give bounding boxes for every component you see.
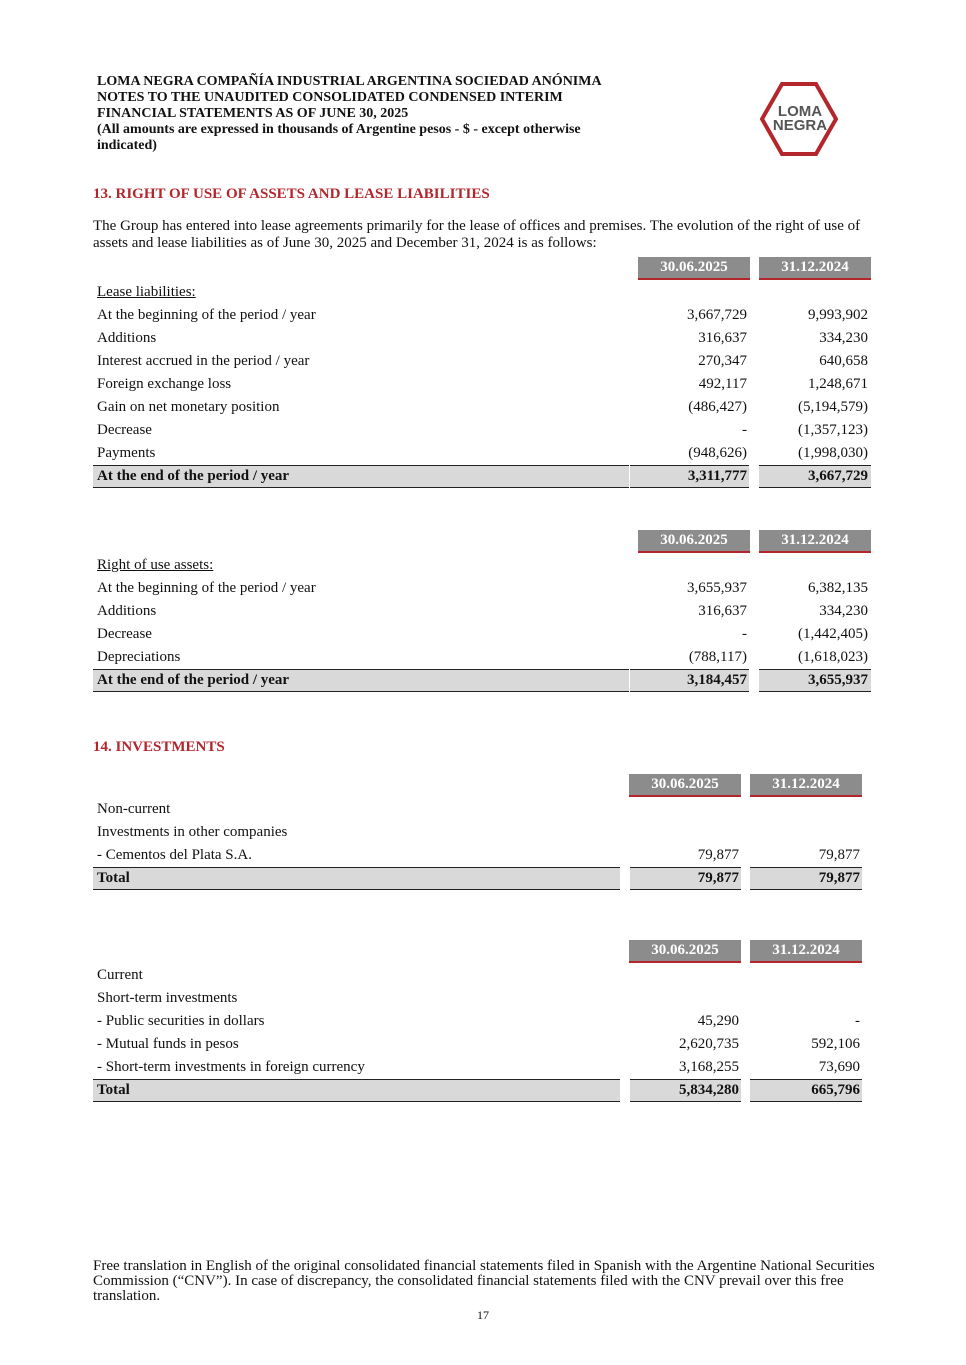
value-2024: 1,248,671 bbox=[808, 376, 868, 392]
value-2024: 592,106 bbox=[811, 1036, 860, 1052]
value-2025: 3,667,729 bbox=[687, 307, 747, 323]
row-label: Depreciations bbox=[97, 649, 181, 665]
value-2025: 45,290 bbox=[697, 1013, 739, 1029]
row-label: - Mutual funds in pesos bbox=[97, 1036, 239, 1052]
table-row bbox=[93, 600, 873, 623]
column-header: 30.06.2025 bbox=[629, 940, 741, 963]
row-label: Decrease bbox=[97, 422, 152, 438]
row-label: Short-term investments bbox=[97, 990, 238, 1006]
value-2024: (1,618,023) bbox=[798, 649, 868, 665]
table-heading: Right of use assets: bbox=[97, 557, 214, 573]
total-label: Total bbox=[97, 870, 130, 886]
section-13-title: 13. RIGHT OF USE OF ASSETS AND LEASE LIABILITIES bbox=[93, 186, 490, 202]
value-2024: 73,690 bbox=[818, 1059, 860, 1075]
value-2025: (486,427) bbox=[688, 399, 747, 415]
loma-negra-logo bbox=[760, 82, 838, 156]
row-label: - Public securities in dollars bbox=[97, 1013, 265, 1029]
table-row bbox=[93, 987, 865, 1010]
value-2025: (788,117) bbox=[688, 649, 747, 665]
row-label: Decrease bbox=[97, 626, 152, 642]
total-row bbox=[93, 465, 873, 488]
current-rows bbox=[93, 964, 865, 1079]
column-header: 30.06.2025 bbox=[629, 774, 741, 797]
table-row bbox=[93, 1056, 865, 1079]
logo-text-1: LOMA bbox=[777, 103, 823, 120]
row-label: Investments in other companies bbox=[97, 824, 288, 840]
value-2024: 640,658 bbox=[819, 353, 868, 369]
row-label: Current bbox=[97, 967, 143, 983]
column-header: 30.06.2025 bbox=[638, 257, 750, 280]
column-header: 31.12.2024 bbox=[750, 940, 862, 963]
lease-liabilities-table bbox=[93, 257, 873, 488]
row-label: Non-current bbox=[97, 801, 171, 817]
value-2024: (1,998,030) bbox=[798, 445, 868, 461]
row-label: Additions bbox=[97, 330, 157, 346]
total-value-2025: 3,184,457 bbox=[687, 672, 747, 688]
value-2024: (1,357,123) bbox=[798, 422, 868, 438]
value-2025: 492,117 bbox=[698, 376, 747, 392]
right-of-use-assets-table bbox=[93, 530, 873, 692]
value-2025: 3,168,255 bbox=[679, 1059, 739, 1075]
row-label: Additions bbox=[97, 603, 157, 619]
value-2025: 79,877 bbox=[697, 847, 739, 863]
value-2024: 6,382,135 bbox=[808, 580, 868, 596]
document-header bbox=[97, 74, 717, 154]
column-header: 31.12.2024 bbox=[759, 530, 871, 553]
value-2025: 270,347 bbox=[698, 353, 747, 369]
lease-rows bbox=[93, 304, 873, 465]
value-2025: 3,655,937 bbox=[687, 580, 747, 596]
table-row bbox=[93, 623, 873, 646]
value-2024: 334,230 bbox=[819, 330, 868, 346]
page-number: 17 bbox=[477, 1308, 489, 1322]
value-2025: - bbox=[742, 422, 747, 438]
column-header: 31.12.2024 bbox=[759, 257, 871, 280]
header-line-4: (All amounts are expressed in thousands of Argentine pesos - $ - except otherwise bbox=[97, 122, 581, 137]
table-row bbox=[93, 844, 865, 867]
non-current-investments-table bbox=[93, 774, 865, 890]
header-line-2: NOTES TO THE UNAUDITED CONSOLIDATED CONDENSED INTERIM bbox=[97, 90, 563, 105]
row-label: Interest accrued in the period / year bbox=[97, 353, 310, 369]
total-row bbox=[93, 669, 873, 692]
row-label: Gain on net monetary position bbox=[97, 399, 280, 415]
total-label: At the end of the period / year bbox=[97, 468, 290, 484]
row-label: Foreign exchange loss bbox=[97, 376, 232, 392]
table-row bbox=[93, 350, 873, 373]
current-investments-table bbox=[93, 940, 865, 1102]
total-row bbox=[93, 1079, 865, 1102]
table-heading-row bbox=[93, 281, 873, 304]
row-label: Payments bbox=[97, 445, 156, 461]
table-row bbox=[93, 442, 873, 465]
company-name: LOMA NEGRA COMPAÑÍA INDUSTRIAL ARGENTINA SOCIEDAD ANÓNIMA bbox=[97, 74, 602, 89]
non-current-rows bbox=[93, 798, 865, 867]
total-row bbox=[93, 867, 865, 890]
table-row bbox=[93, 1010, 865, 1033]
value-2025: (948,626) bbox=[688, 445, 747, 461]
value-2025: - bbox=[742, 626, 747, 642]
table-row bbox=[93, 327, 873, 350]
total-value-2024: 79,877 bbox=[818, 870, 860, 886]
table-row bbox=[93, 577, 873, 600]
total-value-2025: 5,834,280 bbox=[679, 1082, 739, 1098]
value-2025: 2,620,735 bbox=[679, 1036, 739, 1052]
value-2025: 316,637 bbox=[698, 330, 747, 346]
value-2024: 9,993,902 bbox=[808, 307, 868, 323]
section-13-intro: The Group has entered into lease agreements primarily for the lease of offices and premises. The evolution of the right of use of assets and lease liabilities as of June 30, 2025 and December 31, 2024 is as follows: bbox=[93, 218, 861, 251]
table-heading-row bbox=[93, 554, 873, 577]
total-label: At the end of the period / year bbox=[97, 672, 290, 688]
table-row bbox=[93, 373, 873, 396]
table-row bbox=[93, 964, 865, 987]
table-row bbox=[93, 304, 873, 327]
table-row bbox=[93, 1033, 865, 1056]
section-14-title: 14. INVESTMENTS bbox=[93, 739, 225, 755]
table-row bbox=[93, 419, 873, 442]
total-label: Total bbox=[97, 1082, 130, 1098]
row-label: At the beginning of the period / year bbox=[97, 580, 316, 596]
table-row bbox=[93, 798, 865, 821]
value-2024: 79,877 bbox=[818, 847, 860, 863]
total-value-2025: 79,877 bbox=[697, 870, 739, 886]
header-line-5: indicated) bbox=[97, 138, 157, 153]
column-header: 31.12.2024 bbox=[750, 774, 862, 797]
row-label: - Cementos del Plata S.A. bbox=[97, 847, 252, 863]
column-header: 30.06.2025 bbox=[638, 530, 750, 553]
table-row bbox=[93, 821, 865, 844]
table-heading: Lease liabilities: bbox=[97, 284, 196, 300]
value-2025: 316,637 bbox=[698, 603, 747, 619]
table-row bbox=[93, 396, 873, 419]
value-2024: - bbox=[855, 1013, 860, 1029]
total-value-2024: 3,655,937 bbox=[808, 672, 868, 688]
row-label: At the beginning of the period / year bbox=[97, 307, 316, 323]
header-line-3: FINANCIAL STATEMENTS AS OF JUNE 30, 2025 bbox=[97, 106, 409, 121]
translation-note: Free translation in English of the original consolidated financial statements filed in Spanish with the Argentine National Securities Commission (“CNV”). In case of discrepancy, the consolidated financial statements filed with the CNV prevail over this free translation. bbox=[93, 1258, 875, 1304]
total-value-2024: 665,796 bbox=[811, 1082, 860, 1098]
rou-rows bbox=[93, 577, 873, 669]
value-2024: (5,194,579) bbox=[798, 399, 868, 415]
table-row bbox=[93, 646, 873, 669]
value-2024: 334,230 bbox=[819, 603, 868, 619]
total-value-2025: 3,311,777 bbox=[687, 468, 747, 484]
value-2024: (1,442,405) bbox=[798, 626, 868, 642]
logo-text-2: NEGRA bbox=[772, 117, 828, 134]
row-label: - Short-term investments in foreign currency bbox=[97, 1059, 365, 1075]
total-value-2024: 3,667,729 bbox=[808, 468, 868, 484]
